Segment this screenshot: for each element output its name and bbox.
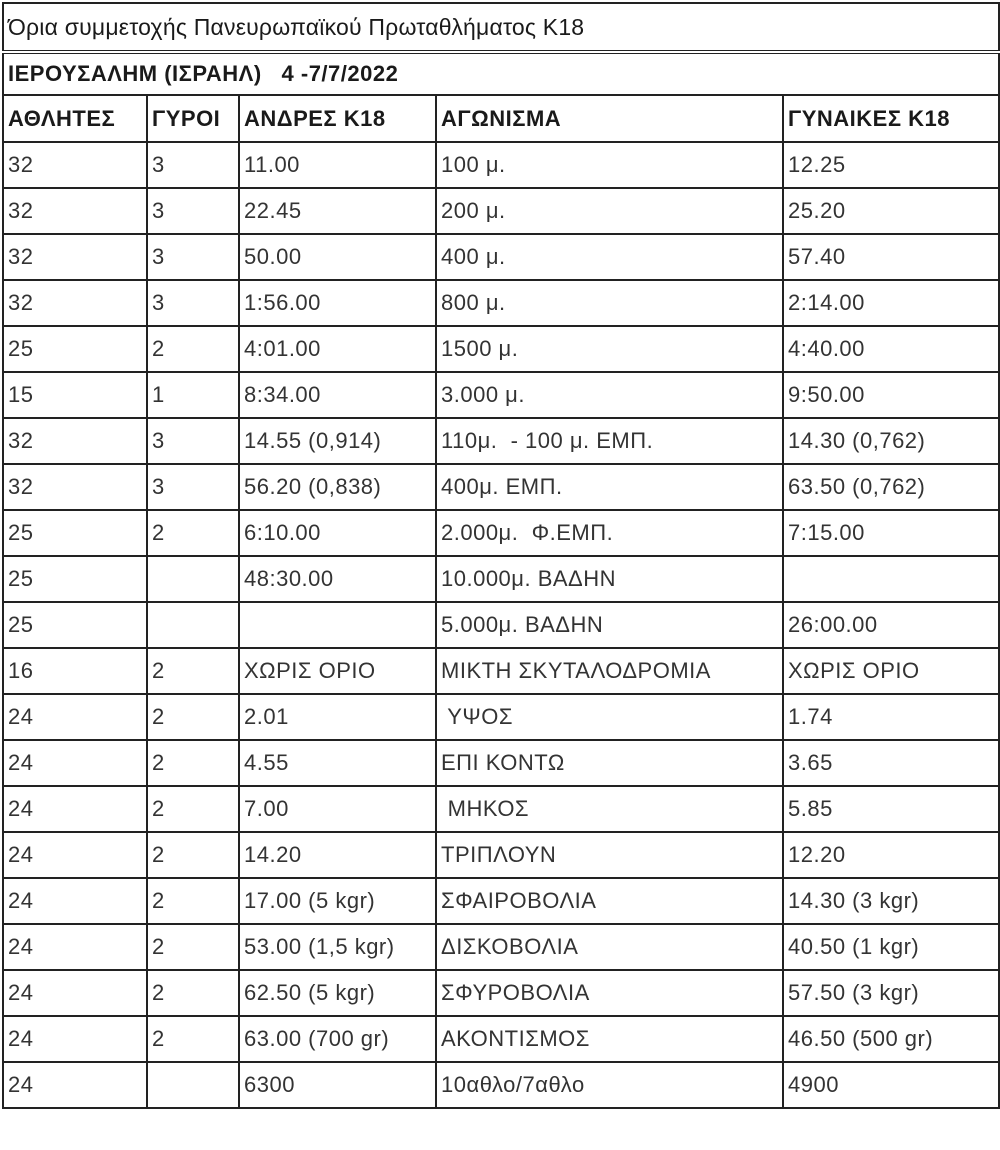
rounds-cell	[147, 1062, 239, 1108]
athletes-cell: 32	[3, 464, 147, 510]
men-standard-cell: 8:34.00	[239, 372, 436, 418]
rounds-cell: 2	[147, 924, 239, 970]
athletes-cell: 32	[3, 418, 147, 464]
event-cell: 400μ. ΕΜΠ.	[436, 464, 783, 510]
athletes-cell: 25	[3, 602, 147, 648]
table-row	[3, 970, 999, 1016]
men-standard-cell: 14.55 (0,914)	[239, 418, 436, 464]
table-row	[3, 924, 999, 970]
rounds-cell: 3	[147, 234, 239, 280]
women-standard-cell: 14.30 (0,762)	[783, 418, 999, 464]
title-row	[3, 3, 999, 52]
event-cell: 10.000μ. ΒΑΔΗΝ	[436, 556, 783, 602]
table-row	[3, 556, 999, 602]
event-cell: 2.000μ. Φ.ΕΜΠ.	[436, 510, 783, 556]
men-standard-cell	[239, 602, 436, 648]
rounds-cell	[147, 556, 239, 602]
qualification-standards-sheet	[2, 2, 998, 1148]
rounds-cell: 2	[147, 740, 239, 786]
athletes-cell: 15	[3, 372, 147, 418]
men-standard-cell: 11.00	[239, 142, 436, 188]
women-standard-cell: 4:40.00	[783, 326, 999, 372]
rounds-cell: 2	[147, 648, 239, 694]
men-standard-cell: 4.55	[239, 740, 436, 786]
athletes-cell: 24	[3, 694, 147, 740]
rounds-cell: 2	[147, 510, 239, 556]
rounds-cell: 2	[147, 832, 239, 878]
athletes-cell: 24	[3, 786, 147, 832]
men-standard-cell: 48:30.00	[239, 556, 436, 602]
table-row	[3, 510, 999, 556]
athletes-cell: 24	[3, 878, 147, 924]
event-cell: 100 μ.	[436, 142, 783, 188]
women-standard-cell: 1.74	[783, 694, 999, 740]
venue-dates: ΙΕΡΟΥΣΑΛΗΜ (ΙΣΡΑΗΛ) 4 -7/7/2022	[3, 52, 999, 95]
women-standard-cell: 2:14.00	[783, 280, 999, 326]
men-standard-cell: 6:10.00	[239, 510, 436, 556]
athletes-cell: 24	[3, 1062, 147, 1108]
event-cell: 400 μ.	[436, 234, 783, 280]
women-standard-cell: 7:15.00	[783, 510, 999, 556]
table-row	[3, 326, 999, 372]
women-standard-cell: 3.65	[783, 740, 999, 786]
women-standard-cell: 12.20	[783, 832, 999, 878]
women-standard-cell: 40.50 (1 kgr)	[783, 924, 999, 970]
men-standard-cell: 4:01.00	[239, 326, 436, 372]
rounds-cell: 3	[147, 464, 239, 510]
rounds-cell: 2	[147, 970, 239, 1016]
rounds-cell: 2	[147, 786, 239, 832]
header-women-u18: ΓΥΝΑΙΚΕΣ Κ18	[783, 95, 999, 142]
men-standard-cell: 6300	[239, 1062, 436, 1108]
rounds-cell: 3	[147, 280, 239, 326]
table-row	[3, 1016, 999, 1062]
event-cell: 3.000 μ.	[436, 372, 783, 418]
table-row	[3, 786, 999, 832]
athletes-cell: 25	[3, 510, 147, 556]
rounds-cell: 2	[147, 326, 239, 372]
event-cell: ΜΙΚΤΗ ΣΚΥΤΑΛΟΔΡΟΜΙΑ	[436, 648, 783, 694]
women-standard-cell: 4900	[783, 1062, 999, 1108]
event-cell: 110μ. - 100 μ. ΕΜΠ.	[436, 418, 783, 464]
event-cell: 1500 μ.	[436, 326, 783, 372]
table-row	[3, 418, 999, 464]
table-row	[3, 1062, 999, 1108]
event-cell: ΑΚΟΝΤΙΣΜΟΣ	[436, 1016, 783, 1062]
men-standard-cell: ΧΩΡΙΣ ΟΡΙΟ	[239, 648, 436, 694]
rounds-cell: 1	[147, 372, 239, 418]
athletes-cell: 24	[3, 832, 147, 878]
athletes-cell: 24	[3, 1016, 147, 1062]
athletes-cell: 32	[3, 142, 147, 188]
athletes-cell: 32	[3, 234, 147, 280]
table-row	[3, 648, 999, 694]
table-row	[3, 280, 999, 326]
women-standard-cell: 5.85	[783, 786, 999, 832]
event-cell: 200 μ.	[436, 188, 783, 234]
rounds-cell	[147, 602, 239, 648]
athletes-cell: 24	[3, 740, 147, 786]
rounds-cell: 3	[147, 418, 239, 464]
men-standard-cell: 62.50 (5 kgr)	[239, 970, 436, 1016]
women-standard-cell: 57.50 (3 kgr)	[783, 970, 999, 1016]
header-row	[3, 95, 999, 142]
standards-table	[2, 2, 1000, 1109]
rounds-cell: 3	[147, 188, 239, 234]
table-row	[3, 464, 999, 510]
event-cell: ΥΨΟΣ	[436, 694, 783, 740]
table-row	[3, 234, 999, 280]
men-standard-cell: 22.45	[239, 188, 436, 234]
rounds-cell: 2	[147, 1016, 239, 1062]
athletes-cell: 24	[3, 970, 147, 1016]
women-standard-cell: 12.25	[783, 142, 999, 188]
women-standard-cell: ΧΩΡΙΣ ΟΡΙΟ	[783, 648, 999, 694]
venue-row	[3, 52, 999, 95]
athletes-cell: 16	[3, 648, 147, 694]
women-standard-cell: 46.50 (500 gr)	[783, 1016, 999, 1062]
athletes-cell: 32	[3, 280, 147, 326]
event-cell: ΕΠΙ ΚΟΝΤΩ	[436, 740, 783, 786]
event-cell: ΔΙΣΚΟΒΟΛΙΑ	[436, 924, 783, 970]
table-row	[3, 694, 999, 740]
men-standard-cell: 63.00 (700 gr)	[239, 1016, 436, 1062]
women-standard-cell: 63.50 (0,762)	[783, 464, 999, 510]
women-standard-cell: 14.30 (3 kgr)	[783, 878, 999, 924]
men-standard-cell: 14.20	[239, 832, 436, 878]
men-standard-cell: 50.00	[239, 234, 436, 280]
rounds-cell: 3	[147, 142, 239, 188]
table-row	[3, 142, 999, 188]
athletes-cell: 25	[3, 556, 147, 602]
women-standard-cell: 9:50.00	[783, 372, 999, 418]
table-row	[3, 602, 999, 648]
header-men-u18: ΑΝΔΡΕΣ Κ18	[239, 95, 436, 142]
table-title: Όρια συμμετοχής Πανευρωπαϊκού Πρωταθλήματος Κ18	[3, 3, 999, 52]
athletes-cell: 24	[3, 924, 147, 970]
men-standard-cell: 2.01	[239, 694, 436, 740]
athletes-cell: 25	[3, 326, 147, 372]
event-cell: ΣΦΥΡΟΒΟΛΙΑ	[436, 970, 783, 1016]
header-event: ΑΓΩΝΙΣΜΑ	[436, 95, 783, 142]
men-standard-cell: 1:56.00	[239, 280, 436, 326]
event-cell: ΜΗΚΟΣ	[436, 786, 783, 832]
table-row	[3, 372, 999, 418]
header-rounds: ΓΥΡΟΙ	[147, 95, 239, 142]
men-standard-cell: 53.00 (1,5 kgr)	[239, 924, 436, 970]
table-row	[3, 878, 999, 924]
event-cell: ΤΡΙΠΛΟΥΝ	[436, 832, 783, 878]
women-standard-cell: 25.20	[783, 188, 999, 234]
event-cell: ΣΦΑΙΡΟΒΟΛΙΑ	[436, 878, 783, 924]
event-cell: 800 μ.	[436, 280, 783, 326]
women-standard-cell: 26:00.00	[783, 602, 999, 648]
rounds-cell: 2	[147, 878, 239, 924]
men-standard-cell: 56.20 (0,838)	[239, 464, 436, 510]
header-athletes: ΑΘΛΗΤΕΣ	[3, 95, 147, 142]
event-cell: 10αθλο/7αθλο	[436, 1062, 783, 1108]
men-standard-cell: 17.00 (5 kgr)	[239, 878, 436, 924]
women-standard-cell: 57.40	[783, 234, 999, 280]
women-standard-cell	[783, 556, 999, 602]
rounds-cell: 2	[147, 694, 239, 740]
athletes-cell: 32	[3, 188, 147, 234]
event-cell: 5.000μ. ΒΑΔΗΝ	[436, 602, 783, 648]
table-row	[3, 832, 999, 878]
table-row	[3, 740, 999, 786]
table-row	[3, 188, 999, 234]
men-standard-cell: 7.00	[239, 786, 436, 832]
